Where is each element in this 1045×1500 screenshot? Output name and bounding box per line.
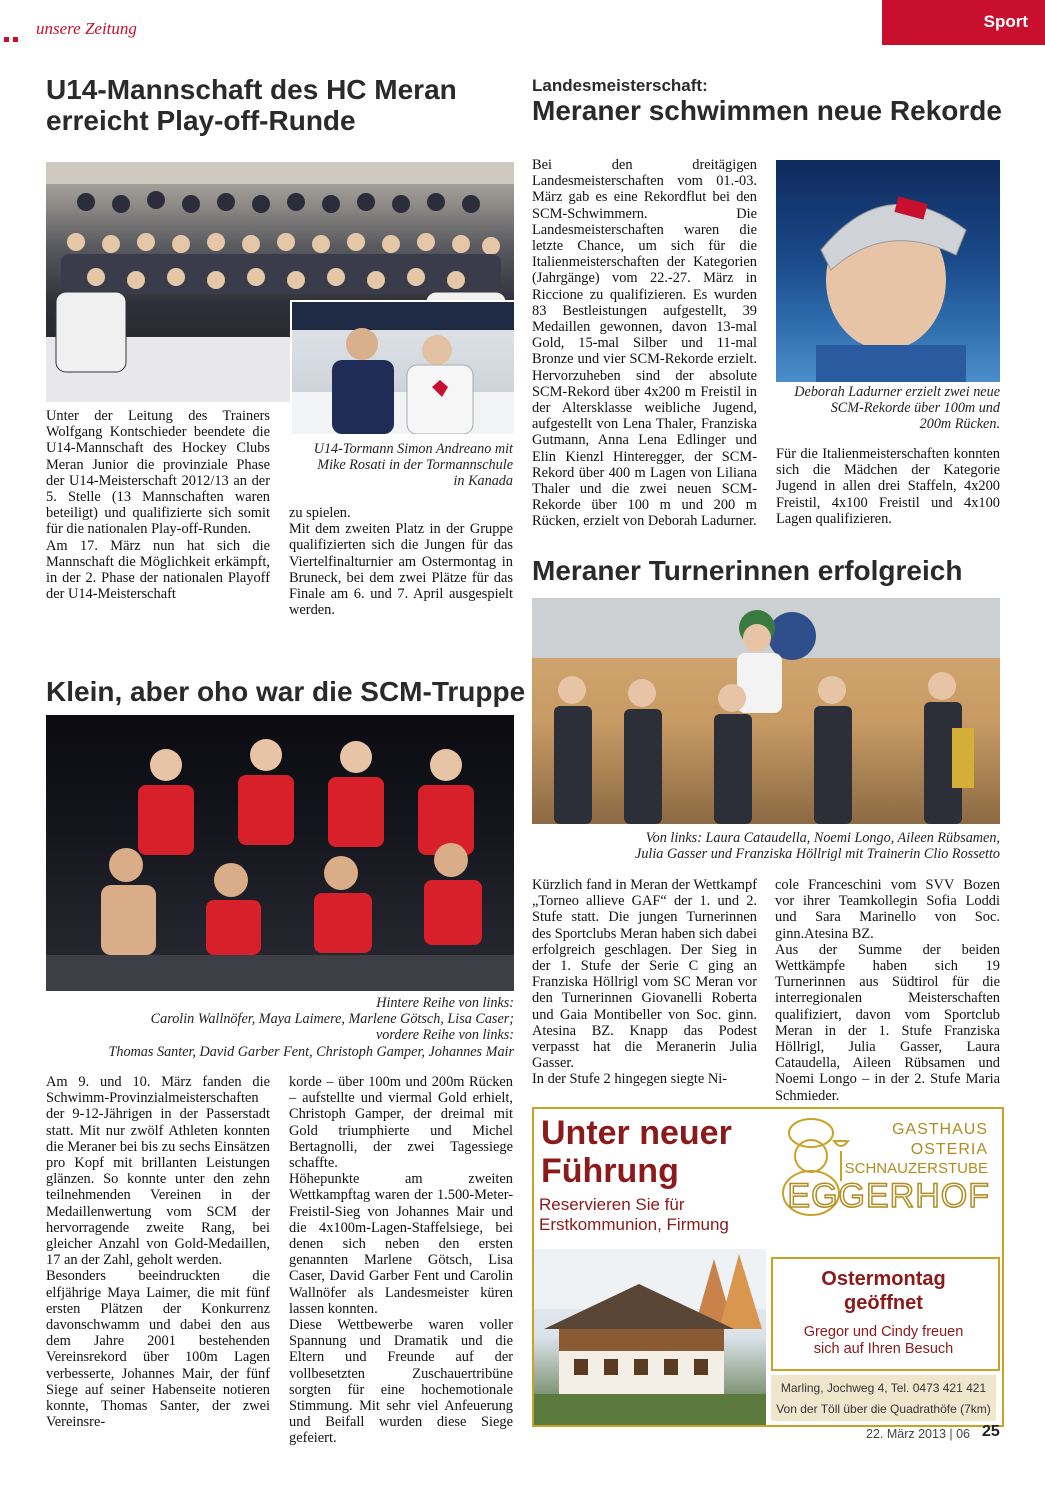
- ad-brand-name: EGGERHOF: [787, 1177, 990, 1215]
- hockey-title: U14-Mannschaft des HC Meran erreicht Play-off-Runde: [46, 74, 457, 136]
- scm-body-col2: korde – über 100m und 200m Rücken – aufstellte und viermal Gold erhielt, Christoph Gamper, der dreimal mit Gold triumphierte und Michel Bertagnolli, der zwei Tagessiege schaffte. Höhepunkte am zweiten Wettkampftag waren der 1.500-Meter-Freistil-Sieg von Johannes Mair und die 4x100m-Lagen-Staffelsiege, bei denen sich neben den ersten genannten Marlene Götsch, Lisa Caser, David Garber Fent und Carolin Wallnöfer als Landesmeister küren lassen konnten. Diese Wettbewerbe waren voller Spannung und Dramatik und die Eltern und Freunde auf der vollbesetzten Zuschauertribüne sorgten für eine hochemotionale Stimmung. Mit sehr viel Anfeuerung und Beifall wurden diese Siege gefeiert.: [289, 1074, 513, 1447]
- swim-body-col1: Bei den dreitägigen Landesmeisterschaften vom 01.-03. März gab es eine Rekordflut bei den SCM-Schwimmern. Die Landesmeisterschaften waren die letzte Chance, um sich für die Italienmeisterschaften der Kategorien (Jahrgänge) vom 22.-27. März in Riccione zu qualifizieren. Es wurden 83 Bestleistungen aufgestellt, 39 Medaillen gewonnen, davon 13-mal Gold, 15-mal Silber und 11-mal Bronze und vier SCM-Rekorde erzielt. Hervorzuheben sind der absolute SCM-Rekord über 4x200 m Freistil in der Altersklasse weibliche Jugend, aufgestellt von Lena Thaler, Franziska Gutmann, Anna Lena Edlinger und Elin Kienzl Hinteregger, der SCM-Rekord über 400 m Lagen von Liliana Thaler und die zwei neuen SCM-Rekorde über 100 m und 200 m Rücken, erzielt von Deborah Ladurner.: [532, 157, 757, 530]
- ad-brand-line1: GASTHAUS: [891, 1121, 988, 1138]
- gym-title: Meraner Turnerinnen erfolgreich: [532, 555, 963, 586]
- inn-building-photo: [534, 1249, 766, 1425]
- ad-address: Marling, Jochweg 4, Tel. 0473 421 421: [780, 1381, 987, 1395]
- ad-headline: Unter neuer Führung: [541, 1114, 732, 1190]
- hockey-photo-caption: U14-Tormann Simon Andreano mit Mike Rosati in der Tormannschule in Kanada: [313, 441, 513, 490]
- eggerhof-advertisement: [532, 1107, 1004, 1427]
- gymnasts-illustration: [532, 598, 1000, 824]
- goalie-coach-photo: [290, 300, 516, 436]
- ad-brand-line2: OSTERIA: [910, 1141, 988, 1158]
- scm-photo-caption: Hintere Reihe von links: Carolin Wallnöfer, Maya Laimere, Marlene Götsch, Lisa Caser; vordere Reihe von links: Thomas Santer, David Garber Fent, Christoph Gamper, Johannes Mair: [108, 995, 514, 1060]
- footer-page-number: 25: [982, 1423, 1000, 1440]
- gym-body-col1: Kürzlich fand in Meran der Wettkampf „Torneo allieve GAF“ der 1. und 2. Stufe statt. Die jungen Turnerinnen des Sportclubs Meran haben sich dabei erfolgreich geschlagen. Der Sieg in der 1. Stufe der Serie C ging an Franziska Höllrigl vom SC Meran vor den Turnerinnen Giovanelli Roberta und Gaia Montibeller von Soc. ginn. Atesina BZ. Knapp das Podest verpasst hat die Meranerin Julia Gasser. In der Stufe 2 hingegen siegte Ni-: [532, 877, 757, 1088]
- swimmer-illustration: [776, 160, 1000, 382]
- ad-brand-line3: SCHNAUZERSTUBE: [844, 1160, 988, 1177]
- gym-body-col2: cole Franceschini vom SVV Bozen vor ihrer Teamkollegin Sofia Loddi und Sara Marinello von Soc. ginn.Atesina BZ. Aus der Summe der beiden Wettkämpfe haben sich 19 Turnerinnen aus Südtirol für die interregionalen Meisterschaften qualifiziert, davon vom Sportclub Meran in der 1. Stufe Franziska Höllrigl, Julia Gasser, Laura Cataudella, Aileen Rübsamen und Noemi Longo – in der 2. Stufe Maria Schmieder.: [775, 877, 1000, 1104]
- swim-title: Meraner schwimmen neue Rekorde: [532, 95, 1002, 126]
- swim-kicker: Landesmeisterschaft:: [532, 76, 708, 95]
- header-bullets: [4, 29, 18, 47]
- publication-logo: unsere Zeitung: [36, 19, 137, 38]
- ad-subline: Reservieren Sie für Erstkommunion, Firmung: [539, 1195, 729, 1234]
- gymnasts-photo: [532, 598, 1000, 824]
- goalie-coach-illustration: [292, 302, 514, 434]
- scm-team-photo: [46, 715, 514, 991]
- swim-body-col2: Für die Italienmeisterschaften konnten sich die Mädchen der Kategorie Jugend in allen drei Staffeln, 4x200 Freistil, 4x100 Freistil und 4x100 Lagen qualifizieren.: [776, 446, 1000, 527]
- hockey-body-col1: Unter der Leitung des Trainers Wolfgang Kontschieder beendete die U14-Mannschaft des Hockey Clubs Meran Junior die provinziale Phase der U14-Meisterschaft 2012/13 an der 5. Stelle (13 Mannschaften waren beteiligt) und qualifizierte sich somit für die nationalen Play-off-Runden. Am 17. März nun hat sich die Mannschaft die Möglichkeit erkämpft, in der 2. Phase der nationalen Playoff der U14-Meisterschaft: [46, 408, 270, 603]
- footer-date-issue: 22. März 2013 | 06: [866, 1427, 971, 1441]
- ad-opening-title: Ostermontag geöffnet: [821, 1268, 946, 1314]
- ad-opening-text: Gregor und Cindy freuen sich auf Ihren Besuch: [803, 1324, 964, 1357]
- inn-building-illustration: [534, 1249, 766, 1425]
- section-label: Sport: [983, 12, 1028, 31]
- swimmer-portrait-photo: [776, 160, 1000, 382]
- scm-title: Klein, aber oho war die SCM-Truppe: [46, 676, 526, 707]
- scm-body-col1: Am 9. und 10. März fanden die Schwimm-Provinzialmeisterschaften der 9-12-Jährigen in der Passerstadt statt. Mit nur zwölf Athleten konnten die Meraner bei bis zu sechs Einsätzen pro Kopf mit brillanten Leistungen glänzen. So konnte unter den zehn teilnehmenden Vereinen in der Medaillenwertung vom SCM der hervorragende zweite Rang, bei gleicher Anzahl von Gold-Medaillen, 17 an der Zahl, geholt werden. Besonders beeindruckten die elfjährige Maya Laimer, die mit fünf ersten Plätzen der Konkurrenz davonschwamm und dabei den aus dem Jahre 2001 bestehenden Vereinsrekord über 100m Lagen verbesserte, Johannes Mair, der fünf Siege auf seiner Habenseite notieren konnte, Thomas Santer, der zwei Vereinsre-: [46, 1074, 270, 1431]
- gymnasts-photo-caption: Von links: Laura Cataudella, Noemi Longo, Aileen Rübsamen, Julia Gasser und Franziska Höllrigl mit Trainerin Clio Rossetto: [635, 830, 1000, 863]
- ad-directions: Von der Töll über die Quadrathöfe (7km): [776, 1402, 991, 1416]
- swimmer-photo-caption: Deborah Ladurner erzielt zwei neue SCM-Rekorde über 100m und 200m Rücken.: [794, 384, 1000, 433]
- hockey-body-col2: zu spielen. Mit dem zweiten Platz in der Gruppe qualifizierten sich die Jungen für das Viertelfinalturnier am Ostermontag in Bruneck, bei dem zwei Plätze für das Finale am 6. und 7. April ausgespielt werden.: [289, 505, 513, 619]
- scm-team-illustration: [46, 715, 514, 991]
- section-tab: [882, 0, 1045, 45]
